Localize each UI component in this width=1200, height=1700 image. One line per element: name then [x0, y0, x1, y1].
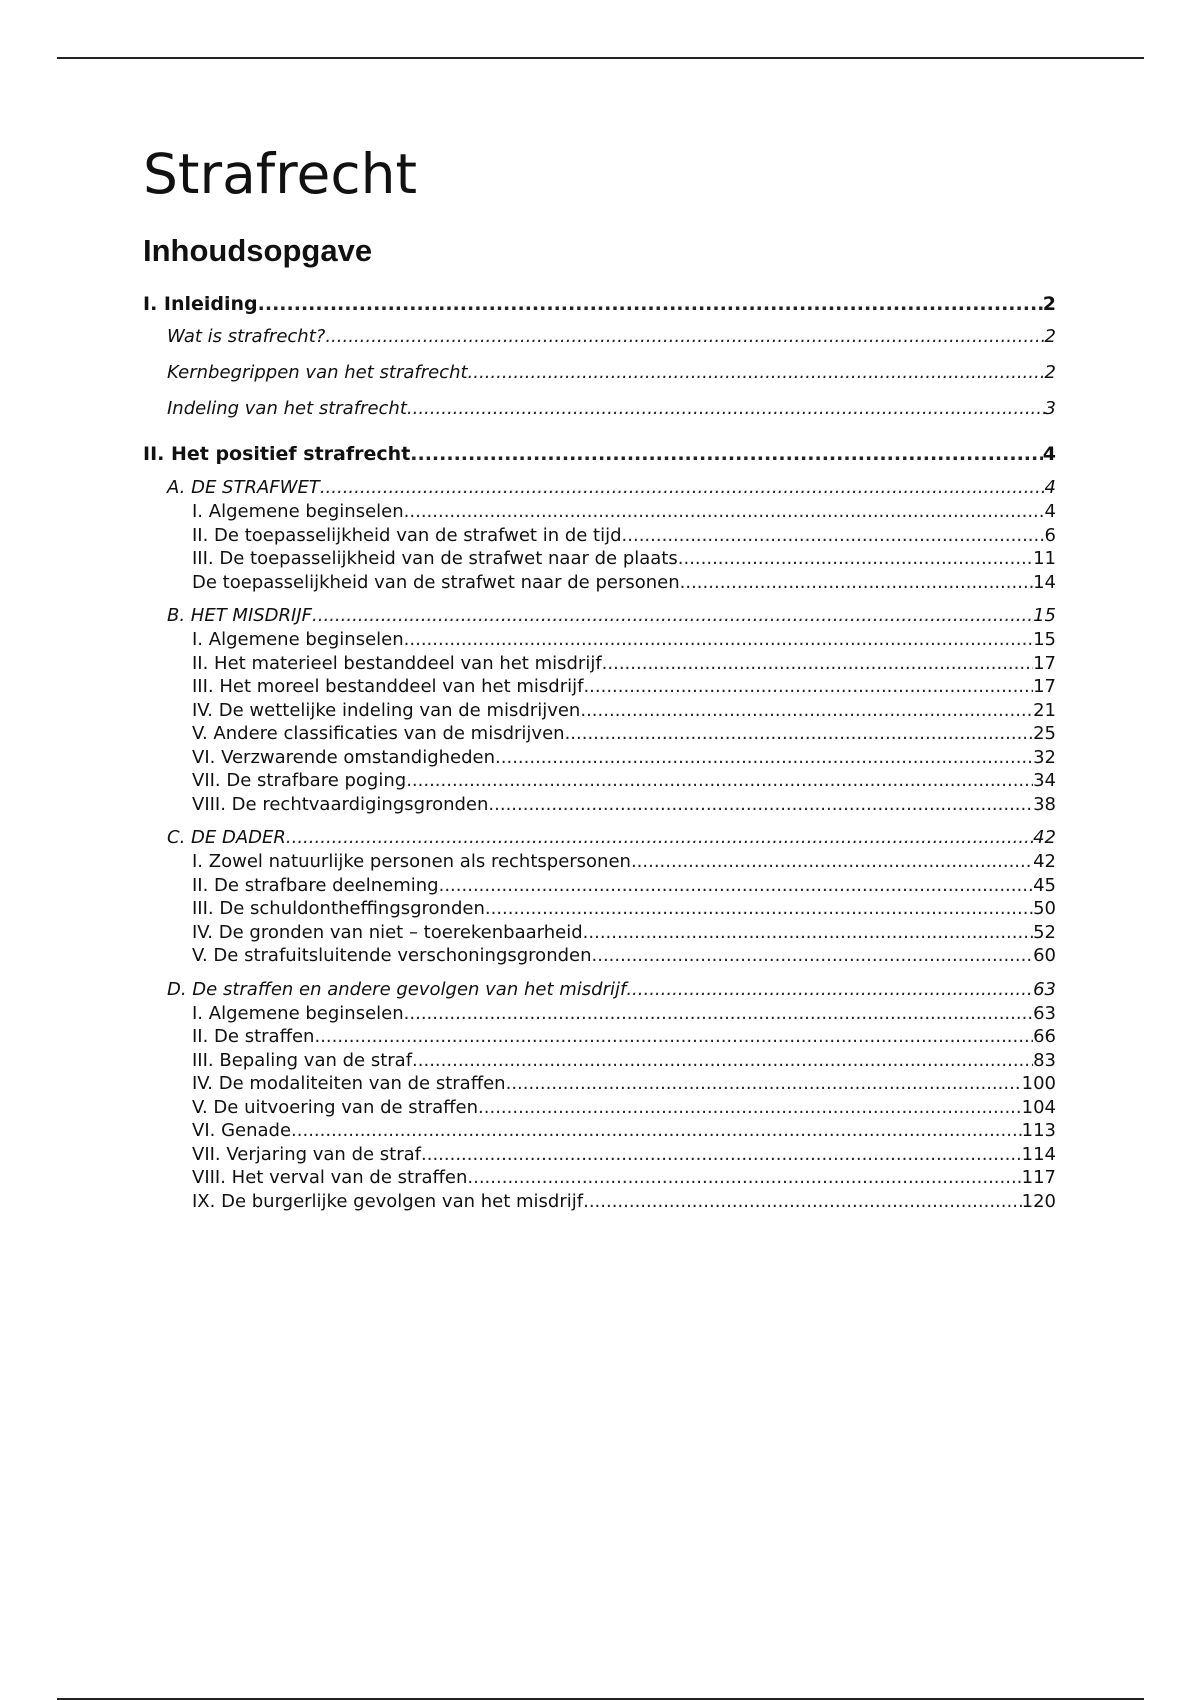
toc-item[interactable]	[192, 944, 1056, 968]
toc-chapter-inleiding[interactable]	[143, 291, 1056, 317]
toc-entry-label: C. DE DADER	[167, 827, 286, 848]
toc-dot-leader	[580, 699, 1033, 723]
toc-dot-leader	[439, 874, 1033, 898]
toc-page-number: 34	[1033, 770, 1056, 791]
toc-group-strafwet[interactable]	[167, 476, 1056, 500]
toc-entry-label: IX. De burgerlijke gevolgen van het misdrijf	[192, 1190, 584, 1212]
toc-dot-leader	[565, 722, 1034, 746]
toc-page-number: 17	[1033, 676, 1056, 697]
toc-dot-leader	[485, 897, 1033, 921]
toc-dot-leader	[312, 604, 1033, 628]
toc-entry-label: IV. De gronden van niet – toerekenbaarheid	[192, 921, 583, 943]
toc-entry-label: V. De strafuitsluitende verschoningsgronden	[192, 945, 592, 966]
toc-entry-label: Kernbegrippen van het strafrecht	[167, 362, 468, 383]
toc-entry-label: III. Bepaling van de straf	[192, 1049, 413, 1071]
toc-dot-leader	[421, 1143, 1022, 1167]
toc-dot-leader	[467, 1166, 1021, 1190]
toc-item[interactable]	[192, 921, 1056, 945]
toc-section[interactable]	[167, 397, 1056, 421]
toc-page-number: 17	[1033, 652, 1056, 674]
toc-page-number: 104	[1021, 1096, 1056, 1118]
toc-dot-leader	[583, 1190, 1022, 1214]
toc-item[interactable]	[192, 746, 1056, 770]
toc-entry-label: V. Andere classificaties van de misdrijven	[192, 723, 565, 744]
toc-item[interactable]	[192, 524, 1056, 548]
toc-item[interactable]	[192, 1096, 1056, 1120]
toc-page-number: 14	[1033, 571, 1056, 593]
toc-group-straffen[interactable]	[167, 978, 1056, 1002]
toc-dot-leader	[583, 675, 1033, 699]
toc-dot-leader	[404, 1002, 1033, 1026]
toc-page-number: 114	[1021, 1143, 1056, 1165]
toc-item[interactable]	[192, 1143, 1056, 1167]
toc-item[interactable]	[192, 628, 1056, 652]
toc-page-number: 25	[1033, 723, 1056, 744]
toc-entry-label: III. De schuldontheffingsgronden	[192, 898, 485, 919]
toc-page-number: 4	[1044, 477, 1056, 498]
toc-item[interactable]	[192, 699, 1056, 723]
toc-item[interactable]	[192, 571, 1056, 595]
toc-entry-label: De toepasselijkheid van de strafwet naar de personen	[192, 571, 680, 593]
toc-entry-label: VIII. De rechtvaardigingsgronden	[192, 793, 489, 815]
toc-chapter-positief-strafrecht[interactable]	[143, 441, 1056, 467]
toc-dot-leader	[478, 1096, 1022, 1120]
toc-entry-label: VI. Genade	[192, 1120, 292, 1141]
toc-entry-label: VIII. Het verval van de straffen	[192, 1167, 468, 1188]
toc-item[interactable]	[192, 897, 1056, 921]
toc-page-number: 45	[1033, 874, 1056, 896]
toc-item[interactable]	[192, 1002, 1056, 1026]
toc-dot-leader	[626, 978, 1033, 1002]
toc-group-misdrijf[interactable]	[167, 604, 1056, 628]
toc-entry-label: II. De straffen	[192, 1026, 315, 1047]
toc-entry-label: I. Inleiding	[143, 293, 258, 315]
toc-item[interactable]	[192, 675, 1056, 699]
toc-dot-leader	[468, 361, 1045, 385]
toc-page-number: 66	[1033, 1026, 1056, 1047]
toc-page-number: 83	[1033, 1049, 1056, 1071]
toc-item[interactable]	[192, 1119, 1056, 1143]
toc-item[interactable]	[192, 722, 1056, 746]
toc-dot-leader	[291, 1119, 1022, 1143]
toc-dot-leader	[325, 325, 1044, 349]
page-content	[143, 140, 1056, 1213]
toc-dot-leader	[406, 769, 1033, 793]
toc-dot-leader	[680, 571, 1033, 595]
toc-dot-leader	[404, 628, 1033, 652]
toc-entry-label: VII. Verjaring van de straf	[192, 1143, 421, 1165]
toc-page-number: 11	[1033, 548, 1056, 569]
toc-dot-leader	[495, 746, 1033, 770]
toc-entry-label: III. De toepasselijkheid van de strafwet naar de plaats	[192, 548, 678, 569]
toc-item[interactable]	[192, 500, 1056, 524]
toc-page-number: 117	[1021, 1167, 1056, 1188]
toc-group-dader[interactable]	[167, 826, 1056, 850]
toc-item[interactable]	[192, 652, 1056, 676]
toc-page-number: 42	[1033, 827, 1056, 848]
toc-page-number: 120	[1021, 1190, 1056, 1212]
toc-dot-leader	[258, 291, 1043, 317]
toc-dot-leader	[602, 652, 1033, 676]
toc-item[interactable]	[192, 547, 1056, 571]
header-rule	[57, 57, 1144, 59]
toc-item[interactable]	[192, 793, 1056, 817]
toc-page-number: 63	[1033, 1002, 1056, 1024]
toc-entry-label: II. Het positief strafrecht	[143, 443, 411, 465]
toc-entry-label: IV. De wettelijke indeling van de misdrijven	[192, 699, 581, 721]
toc-page-number: 2	[1044, 362, 1056, 383]
toc-dot-leader	[592, 944, 1034, 968]
toc-entry-label: VII. De strafbare poging	[192, 770, 407, 791]
toc-page-number: 3	[1044, 398, 1056, 419]
document-title: Strafrecht	[143, 142, 418, 206]
toc-page-number: 50	[1033, 898, 1056, 919]
toc-page-number: 15	[1033, 629, 1056, 650]
toc-page-number: 32	[1033, 746, 1056, 768]
toc-entry-label: II. Het materieel bestanddeel van het misdrijf	[192, 652, 602, 674]
toc-dot-leader	[412, 1049, 1033, 1073]
toc-page-number: 60	[1033, 945, 1056, 966]
toc-page-number: 4	[1044, 501, 1056, 522]
toc-dot-leader	[410, 441, 1042, 467]
toc-entry-label: A. DE STRAFWET	[167, 477, 320, 498]
toc-entry-label: Indeling van het strafrecht	[167, 398, 407, 419]
toc-page-number: 21	[1033, 699, 1056, 721]
toc-page-number: 100	[1021, 1073, 1056, 1094]
toc-entry-label: I. Algemene beginselen	[192, 629, 404, 650]
toc-dot-leader	[622, 524, 1045, 548]
toc-dot-leader	[407, 397, 1045, 421]
toc-page-number: 63	[1033, 978, 1056, 1000]
toc-entry-label: I. Algemene beginselen	[192, 501, 404, 522]
toc-item[interactable]	[192, 1190, 1056, 1214]
toc-section[interactable]	[167, 325, 1056, 349]
toc-entry-label: Wat is strafrecht?	[167, 326, 326, 347]
toc-entry-label: I. Algemene beginselen	[192, 1002, 404, 1024]
toc-dot-leader	[488, 793, 1033, 817]
toc-page-number: 38	[1033, 793, 1056, 815]
toc-dot-leader	[314, 1025, 1033, 1049]
toc-item[interactable]	[192, 1072, 1056, 1096]
toc-page-number: 15	[1033, 605, 1056, 626]
toc-page-number: 52	[1033, 921, 1056, 943]
toc-item[interactable]	[192, 1166, 1056, 1190]
toc-entry-label: II. De strafbare deelneming	[192, 874, 439, 896]
toc-page-number: 42	[1033, 851, 1056, 872]
toc-item[interactable]	[192, 874, 1056, 898]
toc-entry-label: D. De straffen en andere gevolgen van het misdrijf	[167, 978, 627, 1000]
toc-page-number: 2	[1042, 293, 1056, 315]
toc-item[interactable]	[192, 850, 1056, 874]
toc-item[interactable]	[192, 1025, 1056, 1049]
toc-dot-leader	[631, 850, 1033, 874]
toc-entry-label: II. De toepasselijkheid van de strafwet in de tijd	[192, 524, 622, 546]
toc-entry-label: IV. De modaliteiten van de straffen	[192, 1073, 506, 1094]
toc-entry-label: B. HET MISDRIJF	[167, 605, 313, 626]
toc-dot-leader	[286, 826, 1033, 850]
toc-dot-leader	[678, 547, 1033, 571]
toc-page-number: 113	[1021, 1120, 1056, 1141]
toc-entry-label: III. Het moreel bestanddeel van het misdrijf	[192, 676, 584, 697]
toc-entry-label: VI. Verzwarende omstandigheden	[192, 746, 496, 768]
toc-dot-leader	[320, 476, 1045, 500]
toc-section[interactable]	[167, 361, 1056, 385]
toc-heading: Inhoudsopgave	[143, 233, 373, 268]
toc-dot-leader	[506, 1072, 1022, 1096]
table-of-contents	[143, 291, 1056, 1213]
toc-item[interactable]	[192, 769, 1056, 793]
toc-page-number: 2	[1044, 326, 1056, 347]
toc-page-number: 6	[1044, 524, 1056, 546]
toc-entry-label: V. De uitvoering van de straffen	[192, 1096, 479, 1118]
toc-dot-leader	[404, 500, 1045, 524]
toc-dot-leader	[583, 921, 1033, 945]
toc-item[interactable]	[192, 1049, 1056, 1073]
toc-entry-label: I. Zowel natuurlijke personen als rechtspersonen	[192, 851, 631, 872]
toc-page-number: 4	[1042, 443, 1056, 465]
